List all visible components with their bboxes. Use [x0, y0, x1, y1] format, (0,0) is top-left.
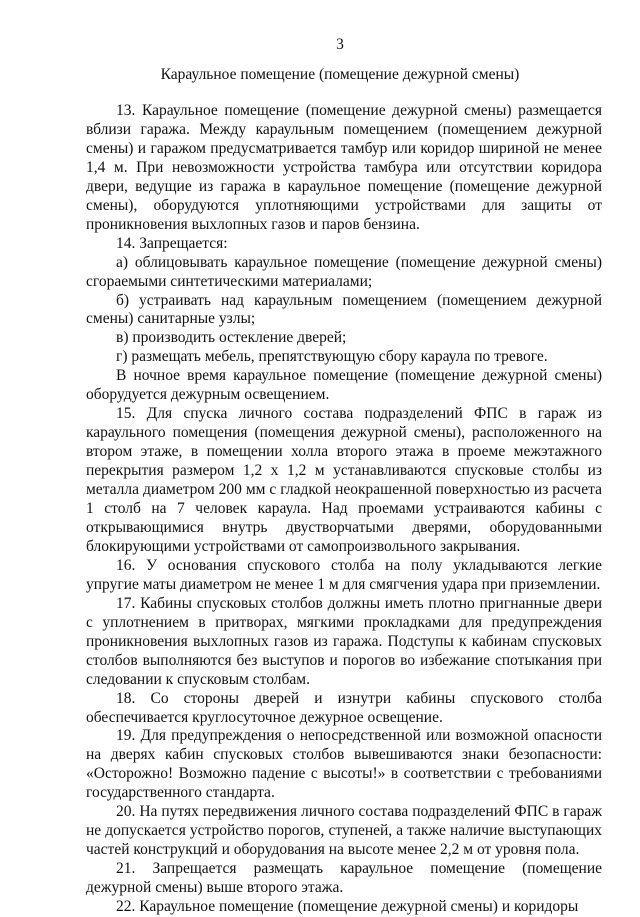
paragraph-14: 14. Запрещается: — [116, 234, 228, 252]
document-body — [86, 102, 602, 917]
paragraph-14v: в) производить остекление дверей; — [116, 329, 347, 347]
paragraph-night-lighting: В ночное время караульное помещение (помещение дежурной смены) оборудуется дежурным освещением. — [86, 367, 602, 404]
paragraph-20: 20. На путях передвижения личного состава подразделений ФПС в гараж не допускается устройство порогов, ступеней, а также наличие выступающих частей конструкций и оборудования на высоте менее 2,2 м от уровня пола. — [86, 803, 602, 859]
paragraph-19: 19. Для предупреждения о непосредственной или возможной опасности на дверях кабин спусковых столбов вывешиваются знаки безопасности: «Осторожно! Возможно падение с высоты!» в соответствии с требованиями государственного стандарта. — [86, 727, 602, 802]
paragraph-14g: г) размещать мебель, препятствующую сбору караула по тревоге. — [116, 348, 548, 366]
paragraph-22: 22. Караульное помещение (помещение дежурной смены) и коридоры — [116, 898, 579, 916]
paragraph-14b: б) устраивать над караульным помещением (помещением дежурной смены) санитарные узлы; — [86, 291, 602, 328]
paragraph-13: 13. Караульное помещение (помещение дежурной смены) размещается вблизи гаража. Между караульным помещением (помещением дежурной смены) и гаражом предусматривается тамбур или коридор шириной не менее 1,4 м. При невозможности устройства тамбура или отсутствии коридора двери, ведущие из гаража в караульное помещение (помещение дежурной смены), оборудуются уплотняющими устройствами для защиты от проникновения выхлопных газов и паров бензина. — [86, 102, 602, 233]
section-title: Караульное помещение (помещение дежурной смены) — [160, 66, 520, 83]
paragraph-16: 16. У основания спускового столба на полу укладываются легкие упругие маты диаметром не менее 1 м для смягчения удара при приземлении. — [86, 556, 602, 593]
paragraph-17: 17. Кабины спусковых столбов должны иметь плотно пригнанные двери с уплотнением в притворах, мягкими прокладками для предупреждения проникновения выхлопных газов из гаража. Подступы к кабинам спусковых столбов выполняются без выступов и порогов во избежание спотыкания при следовании к спусковым столбам. — [86, 594, 602, 688]
paragraph-15: 15. Для спуска личного состава подразделений ФПС в гараж из караульного помещения (помещения дежурной смены), расположенного на втором этаже, в помещении холла второго этажа в проеме межэтажного перекрытия размером 1,2 х 1,2 м устанавливаются спусковые столбы из металла диаметром 200 мм с гладкой неокрашенной поверхностью из расчета 1 столб на 7 человек караула. Над проемами устраиваются кабины с открывающимися внутрь двустворчатыми дверями, оборудованными блокирующими устройствами от самопроизвольного закрывания. — [86, 405, 602, 555]
paragraph-14a: а) облицовывать караульное помещение (помещение дежурной смены) сгораемыми синтетическими материалами; — [86, 253, 602, 290]
paragraph-18: 18. Со стороны дверей и изнутри кабины спускового столба обеспечивается круглосуточное дежурное освещение. — [86, 689, 602, 726]
paragraph-21: 21. Запрещается размещать караульное помещение (помещение дежурной смены) выше второго этажа. — [86, 860, 602, 897]
page-number: 3 — [336, 36, 344, 53]
